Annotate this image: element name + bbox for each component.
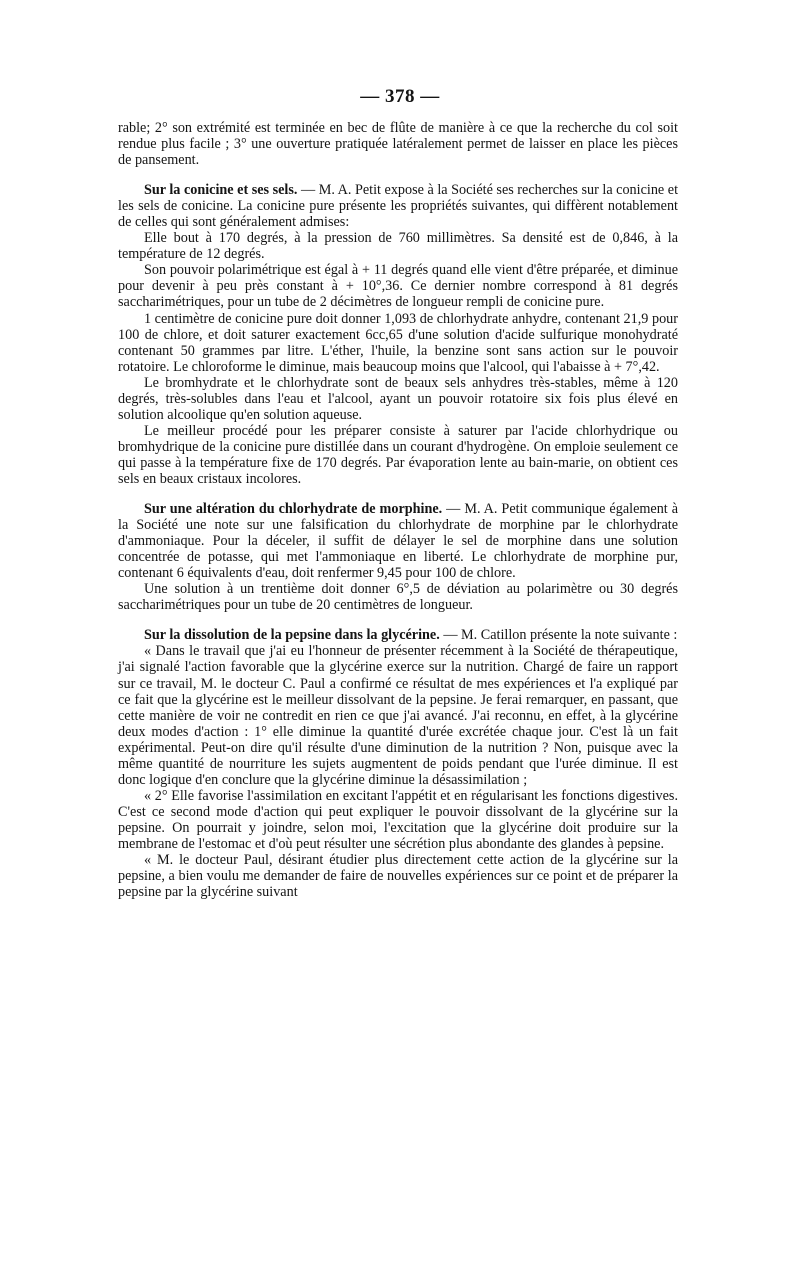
section-text-conicine: — M. A. Petit expose à la Société ses recherches sur la conicine et les sels de conicine. La conicine pure présente les propriétés suivantes, qui diffèrent notablement de celles qui sont généralement admises:: [118, 182, 679, 231]
paragraph: Une solution à un trentième doit donner 6°,5 de déviation au polarimètre ou 30 degrés saccharimétriques pour un tube de 20 centimètres de longueur.: [118, 581, 678, 614]
section-conicine: [118, 182, 678, 230]
section-text-morphine: — M. A. Petit communique également à la Société une note sur une falsification du chlorhydrate de morphine par le chlorhydrate d'ammoniaque. Pour la déceler, il suffit de délayer le sel de morphine dans une solution concentrée de potasse, qui met l'ammoniaque en liberté. Le chlorhydrate de morphine pur, contenant 6 équivalents d'eau, doit renfermer 9,45 pour 100 de chlore.: [118, 501, 678, 582]
paragraph: « 2° Elle favorise l'assimilation en excitant l'appétit et en régularisant les fonctions digestives. C'est ce second mode d'action qui peut expliquer le pouvoir dissolvant de la glycérine sur la pepsine. On pourrait y joindre, selon moi, l'excitation que la glycérine doit produire sur la membrane de l'estomac et d'où peut résulter une sécrétion plus abondante des glandes à pepsine.: [118, 787, 678, 852]
paragraph: « M. le docteur Paul, désirant étudier plus directement cette action de la glycérine sur la pepsine, a bien voulu me demander de faire de nouvelles expériences sur ce point et de préparer la pepsine par la glycérine suivant: [118, 852, 678, 901]
page-number: — 378 —: [360, 86, 440, 107]
paragraph: Son pouvoir polarimétrique est égal à + 11 degrés quand elle vient d'être préparée, et diminue pour devenir à peu près constant à + 10°,36. Ce dernier nombre correspond à 81 degrés saccharimétriques, pour un tube de 2 décimètres de longueur rempli de conicine pure.: [118, 262, 678, 311]
section-title-conicine: Sur la conicine et ses sels.: [144, 182, 298, 199]
body-text: [118, 120, 678, 900]
section-pepsine: [118, 627, 678, 643]
section-morphine: [118, 501, 678, 581]
section-title-morphine: Sur une altération du chlorhydrate de morphine.: [144, 501, 443, 518]
paragraph-continuation: rable; 2° son extrémité est terminée en bec de flûte de manière à ce que la recherche du col soit rendue plus facile ; 3° une ouverture pratiquée latéralement permet de laisser en place les pièces de pansement.: [118, 120, 678, 169]
paragraph: « Dans le travail que j'ai eu l'honneur de présenter récemment à la Société de thérapeutique, j'ai signalé l'action favorable que la glycérine exerce sur la nutrition. Chargé de faire un rapport sur ce travail, M. le docteur C. Paul a confirmé ce résultat de mes expériences et l'a expliqué par ce fait que la glycérine est le meilleur dissolvant de la pepsine. Je ferai remarquer, en passant, que cette manière de voir ne contredit en rien ce que j'ai avancé. J'ai reconnu, en effet, à la glycérine deux modes d'action : 1° elle diminue la quantité d'urée excrétée chaque jour. C'est là un fait expérimental. Peut-on dire qu'il résulte d'une diminution de la nutrition ? Non, puisque avec la même quantité de nourriture les sujets augmentent de poids pendant que l'urée diminue. Il est donc logique d'en conclure que la glycérine diminue la désassimilation ;: [118, 643, 678, 788]
paragraph: 1 centimètre de conicine pure doit donner 1,093 de chlorhydrate anhydre, contenant 21,9 pour 100 de chlore, et doit saturer exactement 6cc,65 d'une solution d'acide sulfurique monohydraté contenant 50 grammes par litre. L'éther, l'huile, la benzine sont sans action sur le pouvoir rotatoire. Le chloroforme le diminue, mais beaucoup moins que l'alcool, qui l'abaisse à + 7°,42.: [118, 310, 678, 375]
paragraph: Le bromhydrate et le chlorhydrate sont de beaux sels anhydres très-stables, même à 120 degrés, très-solubles dans l'eau et l'alcool, ayant un pouvoir rotatoire six fois plus élevé en solution alcoolique qu'en solution aqueuse.: [118, 374, 678, 423]
paragraph: Elle bout à 170 degrés, à la pression de 760 millimètres. Sa densité est de 0,846, à la température de 12 degrés.: [118, 230, 678, 263]
section-title-pepsine: Sur la dissolution de la pepsine dans la glycérine.: [144, 627, 440, 644]
section-text-pepsine: — M. Catillon présente la note suivante :: [439, 627, 678, 644]
paragraph: Le meilleur procédé pour les préparer consiste à saturer par l'acide chlorhydrique ou bromhydrique de la conicine pure distillée dans un courant d'hydrogène. On emploie seulement ce qui passe à la température fixe de 170 degrés. Par évaporation lente au bain-marie, on obtient ces sels en beaux cristaux incolores.: [118, 422, 678, 487]
